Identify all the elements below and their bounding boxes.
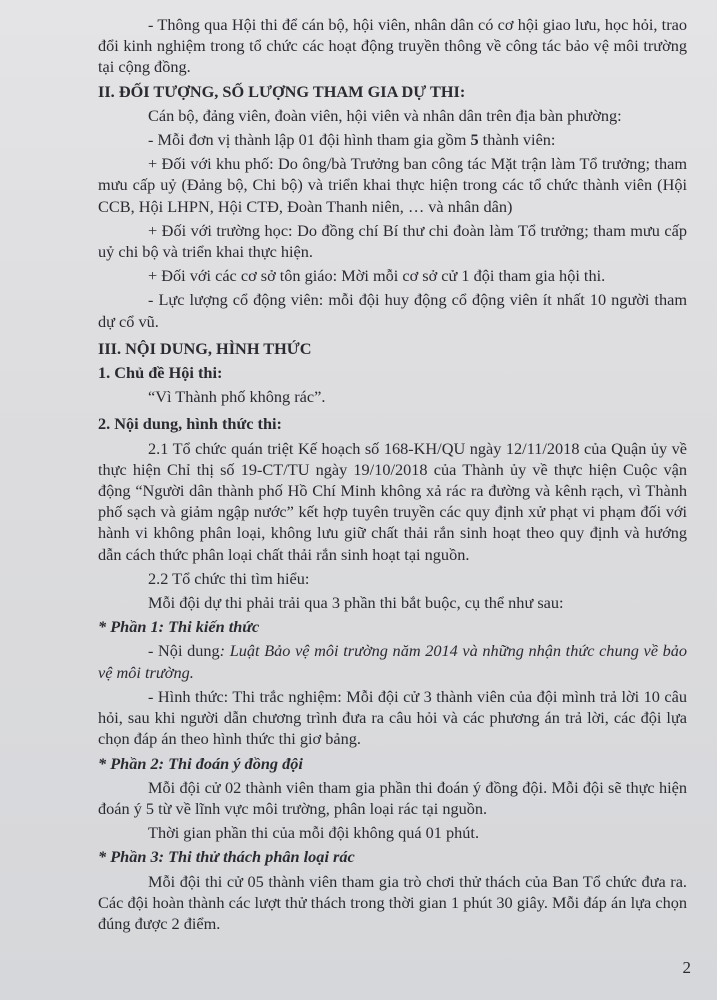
paragraph-part-3-content: Mỗi đội thi cử 05 thành viên tham gia trò chơi thử thách của Ban Tổ chức đưa ra. Các đội hoàn thành các lượt thử thách trong thời gian 1 phút 30 giây. Mỗi đáp án lựa chọn đúng được 2 điểm. <box>98 871 687 933</box>
team-size-prefix: - Mỗi đơn vị thành lập 01 đội hình tham gia gồm <box>148 130 471 150</box>
team-size-suffix: thành viên: <box>478 130 556 150</box>
paragraph-supporters: - Lực lượng cổ động viên: mỗi đội huy động cổ động viên ít nhất 10 người tham dự cổ vũ. <box>98 290 687 331</box>
paragraph-school: + Đối với trường học: Do đồng chí Bí thư chi đoàn làm Tổ trưởng; tham mưu cấp uỷ chi bộ và triển khai thực hiện. <box>98 220 687 262</box>
subheading-theme: 1. Chủ đề Hội thi: <box>98 363 223 383</box>
part-3-heading: * Phần 3: Thi thử thách phân loại rác <box>98 847 355 867</box>
paragraph-2-2: 2.2 Tổ chức thi tìm hiểu: <box>148 568 310 588</box>
paragraph-participants: Cán bộ, đảng viên, đoàn viên, hội viên và nhân dân trên địa bàn phường: <box>148 105 622 125</box>
paragraph-purpose: - Thông qua Hội thi để cán bộ, hội viên, nhân dân có cơ hội giao lưu, học hỏi, trao đổi kinh nghiệm trong tổ chức các hoạt động truyền thông về công tác bảo vệ môi trường tại cộng đồng. <box>98 15 687 77</box>
part-2-heading: * Phần 2: Thi đoán ý đồng đội <box>98 753 303 773</box>
paragraph-part-2-time: Thời gian phần thi của mỗi đội không quá 01 phút. <box>148 823 480 843</box>
paragraph-team-size <box>98 129 687 150</box>
page-number: 2 <box>682 957 691 977</box>
paragraph-2-1: 2.1 Tổ chức quán triệt Kế hoạch số 168-KH/QU ngày 12/11/2018 của Quận ủy về thực hiện Chỉ thị số 19-CT/TU ngày 19/10/2018 của Thành ủy về thực hiện Cuộc vận động “Người dân thành phố Hồ Chí Minh không xả rác ra đường và kênh rạch, vì Thành phố sạch và giảm ngập nước” kết hợp tuyên truyền các quy định xử phạt vi phạm đối với hành vi không phân loại, không lưu giữ chất thải rắn sinh hoạt theo quy định và hướng dẫn cách thức phân loại chất thải rắn sinh hoạt tại nguồn. <box>98 438 687 564</box>
part-1-heading: * Phần 1: Thi kiến thức <box>98 617 260 637</box>
team-size-number: 5 <box>470 130 479 150</box>
paragraph-part-1-content <box>98 640 687 682</box>
paragraph-neighborhood: + Đối với khu phố: Do ông/bà Trưởng ban công tác Mặt trận làm Tổ trưởng; tham mưu cấp uỷ (Đảng bộ, Chi bộ) và triển khai thực hiện trong các tổ chức thành viên (Hội CCB, Hội LHPN, Hội CTĐ, Đoàn Thanh niên, … và nhân dân) <box>98 154 687 216</box>
paragraph-2-2-intro: Mỗi đội dự thi phải trải qua 3 phần thi bắt buộc, cụ thể như sau: <box>148 593 564 613</box>
paragraph-part-2-content: Mỗi đội cử 02 thành viên tham gia phần thi đoán ý đồng đội. Mỗi đội sẽ thực hiện đoán ý 5 từ về lĩnh vực môi trường, phân loại rác tại nguồn. <box>98 777 687 818</box>
paragraph-religious: + Đối với các cơ sở tôn giáo: Mời mỗi cơ sở cử 1 đội tham gia hội thi. <box>148 266 606 286</box>
section-heading-content: III. NỘI DUNG, HÌNH THỨC <box>98 338 312 358</box>
part-1-content-label: - Nội dung <box>148 641 220 661</box>
part-1-content-text: : Luật Bảo vệ môi trường năm 2014 và những nhận thức chung về bảo vệ môi trường. <box>98 641 688 682</box>
paragraph-theme: “Vì Thành phố không rác”. <box>148 387 326 407</box>
paragraph-part-1-form: - Hình thức: Thi trắc nghiệm: Mỗi đội cử 3 thành viên của đội mình trả lời 10 câu hỏi, sau khi người dẫn chương trình đưa ra câu hỏi và các phương án trả lời, các đội lựa chọn đáp án theo hình thức thi giơ bảng. <box>98 686 687 749</box>
subheading-form: 2. Nội dung, hình thức thi: <box>98 414 282 434</box>
section-heading-participants: II. ĐỐI TƯỢNG, SỐ LƯỢNG THAM GIA DỰ THI: <box>98 81 466 101</box>
